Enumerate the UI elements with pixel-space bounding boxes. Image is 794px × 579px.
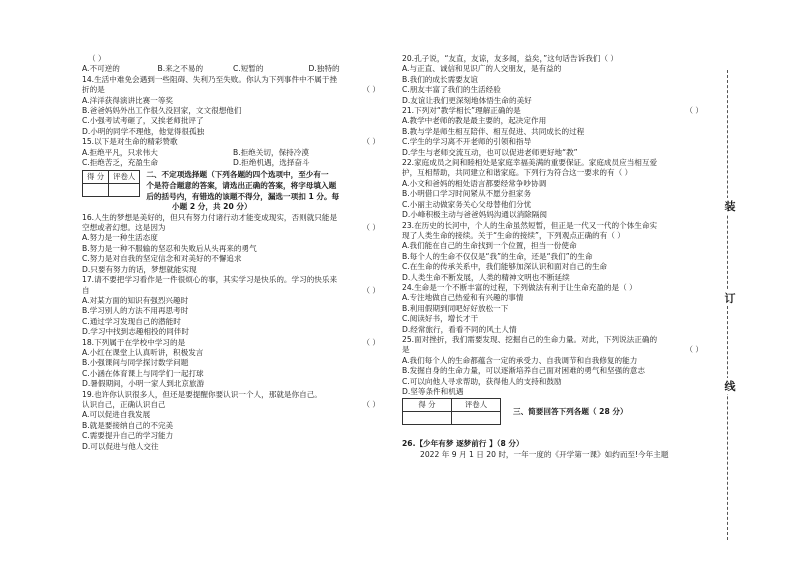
- q14: [82, 75, 384, 137]
- q26-text: 2022 年 9 月 1 日 20 时，一年一度的《开学第一课》如约而至!今年主题: [420, 449, 669, 459]
- q14-option-b: B.爸爸妈妈外出工作很久没回家，文文很想他们: [82, 106, 242, 116]
- q15-option-c: C.拒绝苦乏，充盈生命: [82, 158, 159, 168]
- q18-option-a: A.小红在课堂上认真听讲，积极发言: [82, 347, 204, 357]
- q16-stem-line1: 16.人生的梦想是美好的，但只有努力付诸行动才能变成现实，否则就只能是: [82, 212, 338, 222]
- q18: [82, 338, 384, 390]
- section2-title: [146, 170, 339, 202]
- q19-option-a: A.可以促进自我发展: [82, 410, 151, 420]
- section2-line2: 个是符合题意的答案，请选出正确的答案，将字母填入题: [146, 181, 337, 191]
- q21: [402, 106, 707, 158]
- q20-option-d: D.友谊让我们更深刻地体悟生命的美好: [402, 95, 532, 105]
- q17-option-b: B.学习别人的方法不用再思考时: [82, 306, 189, 316]
- q20-stem: 20.孔子说，“友直，友谅，友多闻，益矣，”这句话告诉我们（ ）: [402, 54, 618, 63]
- q21-option-a: A.教学中老师的教是最主要的，起决定作用: [402, 116, 547, 126]
- q21-stem: 21.下列对“教学相长”理解正确的是: [402, 106, 521, 116]
- q15-option-b: B.拒绝关切，保持冷漠: [233, 147, 309, 157]
- q23: [402, 221, 707, 283]
- score-label-right: 得 分: [403, 399, 452, 412]
- q13-option-d: D.独特的: [308, 64, 340, 74]
- q15-option-d: D.拒绝机遇，选择奋斗: [233, 158, 310, 168]
- q23-stem-line2: 现了人类生命的接续。关于“生命的接续”，下列观点正确的有（ ）: [402, 230, 625, 240]
- section2-line4: 小题 2 分，共 20 分）: [172, 202, 252, 212]
- q20-option-c: C.朋友丰富了我们的生活经验: [402, 85, 501, 95]
- q22-option-b: B.小明借口学习时间紧从不愿分担家务: [402, 189, 532, 199]
- q16-option-b: B.努力是一种不服输的坚忍和失败后从头再来的勇气: [82, 243, 257, 253]
- q21-option-d: D.学生与老师交流互动，也可以促进老师更好地“教”: [402, 147, 578, 157]
- right-column: [402, 54, 707, 460]
- q19-option-d: D.可以促进与他人交往: [82, 441, 159, 451]
- left-column: [82, 54, 384, 452]
- q13-option-b: B.来之不易的: [157, 64, 204, 74]
- q26-title: 26.【少年有梦 逐梦前行 】（8 分）: [402, 439, 524, 449]
- q22: [402, 158, 707, 220]
- grader-cell: [109, 184, 140, 197]
- score-box-right: [402, 398, 501, 425]
- q24-option-d: D.经常旅行，看看不同的风土人情: [402, 324, 517, 334]
- q16-option-c: C.努力是对自我的坚定信念和对美好的不懈追求: [82, 254, 242, 264]
- q24-option-c: C.阅读好书，增长才干: [402, 314, 479, 324]
- binding-char-zhuang: 装: [722, 198, 738, 214]
- section2-line1: 二、不定项选择题（下列各题的四个选项中，至少有一: [146, 170, 329, 180]
- q19-option-c: C.需要提升自己的学习能力: [82, 431, 174, 441]
- q16-stem-line2: 空想或者幻想。这是因为: [82, 223, 166, 233]
- q18-stem: 18.下列属于在学校中学习的是: [82, 337, 186, 347]
- q21-answer-paren: （ ）: [685, 106, 703, 116]
- q25-stem-line1: 25.面对挫折，我们需要发现、挖掘自己的生命力量。对此，下列说法正确的: [402, 334, 658, 344]
- q20-option-b: B.我们的成长需要友谊: [402, 74, 478, 84]
- q15-stem: 15.以下是对生命的精彩赞歌: [82, 137, 178, 147]
- q16-option-d: D.只要有努力的话，梦想就能实现: [82, 264, 197, 274]
- q24-option-b: B.利用假期到同吧好好放松一下: [402, 303, 509, 313]
- q17: [82, 275, 384, 337]
- section2-header: [82, 170, 384, 202]
- q16: [82, 213, 384, 275]
- q14-stem-line1: 14.生活中难免会遇到一些阻碍、失利乃至失败。你认为下列事件中不属于挫: [82, 74, 338, 84]
- score-box-left: [82, 170, 140, 197]
- score-label: 得 分: [83, 171, 109, 184]
- q22-stem-line2: 护，互相帮助，共同建立和谐家庭。下列行为符合这一要求的有（ ）: [402, 168, 633, 178]
- q20-option-a: A.与正直、诚信和见识广的人交朋友，是有益的: [402, 64, 562, 74]
- binding-margin: [722, 0, 752, 579]
- section2-line3: 后的括号内，有错选的该题不得分，漏选一项扣 1 分。每: [146, 191, 340, 201]
- section3-title: 三、简要回答下列各题（ 28 分）: [513, 406, 628, 416]
- q17-option-a: A.对某方面的知识有强烈兴趣时: [82, 295, 189, 305]
- q19-stem-line2: 认识自己，正确认识自己: [82, 399, 166, 409]
- q14-option-a: A.洋洋获得演讲比赛一等奖: [82, 95, 174, 105]
- binding-char-xian: 线: [722, 378, 738, 394]
- q21-option-c: C.学生的学习离不开老师的引领和指导: [402, 137, 532, 147]
- score-cell: [83, 184, 109, 197]
- q25: [402, 335, 707, 397]
- q20: [402, 54, 707, 106]
- q18-option-c: C.小涵在体育课上与同学们一起打球: [82, 368, 204, 378]
- q22-option-a: A.小文和爸妈的相处语言都要经常争吵协调: [402, 178, 547, 188]
- q14-answer-paren: （ ）: [362, 85, 380, 95]
- q17-option-c: C.通过学习发现自己的潜能时: [82, 316, 181, 326]
- q23-option-b: B.每个人的生命不仅仅是“我”的生命，还是“我们”的生命: [402, 251, 593, 261]
- q14-option-d: D.小明的同学不理他，他觉得很孤独: [82, 126, 205, 136]
- q17-stem-line1: 17.请不要把学习看作是一件很烦心的事，其实学习是快乐的。学习的快乐来: [82, 275, 338, 285]
- grader-label-right: 评卷人: [452, 399, 501, 412]
- q13-option-c: C.短暂的: [233, 64, 264, 74]
- q25-option-d: D.坚等条件和机遇: [402, 387, 464, 396]
- q14-stem-line2: 折的是: [82, 85, 105, 95]
- q13-options: [82, 64, 384, 74]
- q19-answer-paren: （ ）: [362, 399, 380, 409]
- q13-option-a: A.不可逆的: [82, 64, 120, 74]
- section3-header: [402, 398, 707, 425]
- q25-option-c: C.可以向他人寻求帮助，获得他人的支持和鼓励: [402, 376, 562, 386]
- q25-answer-paren: （ ）: [685, 345, 703, 355]
- q18-option-d: D.暑假期间，小明一家人到北京旅游: [82, 379, 205, 389]
- q22-option-c: C.小丽主动做家务关心父母替他们分忧: [402, 199, 532, 209]
- q18-option-b: B.小强课间与同学探讨数学问题: [82, 358, 189, 368]
- q25-option-b: B.发掘自身的生命力量，可以逐渐培养自己面对困难的勇气和坚强的意志: [402, 366, 646, 376]
- q16-answer-paren: （ ）: [362, 223, 380, 233]
- q21-option-b: B.教与学是师生相互陪伴、相互促进、共同成长的过程: [402, 126, 585, 136]
- q16-option-a: A.努力是一种生活态度: [82, 233, 158, 243]
- q22-stem-line1: 22.家庭成员之间和睦相处是家庭幸福美满的重要保证。家庭成员应当相互爱: [402, 158, 658, 168]
- q24-stem: 24.生命是一个不断丰富的过程，下列做法有利于让生命充盈的是（ ）: [402, 282, 637, 292]
- q24-option-a: A.专注地做自己热爱和有兴趣的事情: [402, 293, 524, 303]
- q14-option-c: C.小强考试考砸了，又挨老师批评了: [82, 116, 204, 126]
- q19-stem-line1: 19.也许你认识很多人，但还是要提醒你要认识一个人，那就是你自己。: [82, 389, 322, 399]
- q23-stem-line1: 23.在历史的长河中，个人的生命虽然短暂，但正是一代又一代的个体生命实: [402, 220, 658, 230]
- q25-stem-line2: 是: [402, 345, 410, 355]
- q15-option-a: A.拒绝平凡，只求伟大: [82, 147, 158, 157]
- q25-option-a: A.我们每个人的生命都蕴含一定的承受力、自我调节和自我修复的能力: [402, 355, 638, 365]
- q15-answer-paren: （ ）: [362, 137, 380, 147]
- q17-option-d: D.学习中找到志趣相投的同伴时: [82, 327, 189, 337]
- q17-answer-paren: （ ）: [362, 285, 380, 295]
- grader-label: 评卷人: [109, 171, 140, 184]
- q13-paren: （ ）: [88, 54, 106, 63]
- q23-option-d: D.人类生命不断发展，人类的精神文明也不断延续: [402, 272, 570, 282]
- q23-option-a: A.我们能在自己的生命找到一个位置，担当一份使命: [402, 241, 577, 251]
- q17-stem-line2: 自: [82, 285, 90, 295]
- binding-char-ding: 订: [722, 290, 738, 306]
- score-cell-right: [403, 412, 452, 425]
- q18-answer-paren: （ ）: [362, 337, 380, 347]
- q19-option-b: B.就是要接纳自己的不完美: [82, 420, 174, 430]
- q23-option-c: C.在生命的传承关系中，我们能够加深认识和面对自己的生命: [402, 262, 608, 272]
- grader-cell-right: [452, 412, 501, 425]
- q15: [82, 137, 384, 168]
- q19: [82, 390, 384, 452]
- q22-option-d: D.小峰积极主动与爸爸妈妈沟通以消除隔阂: [402, 210, 547, 220]
- q24: [402, 283, 707, 335]
